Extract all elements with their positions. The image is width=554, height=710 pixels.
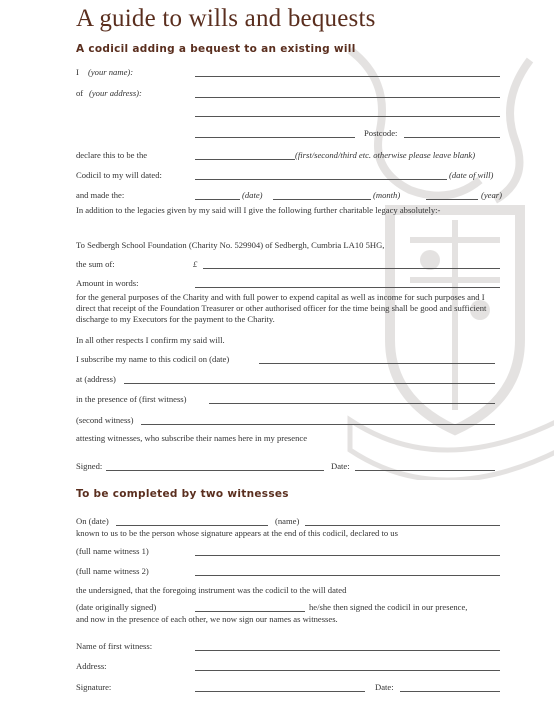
- second-witness-label: (second witness): [76, 415, 134, 425]
- pound-sign: £: [193, 259, 198, 269]
- ordinal-field[interactable]: [195, 159, 295, 160]
- will-date-field[interactable]: [195, 179, 447, 180]
- sum-of-label: the sum of:: [76, 259, 115, 269]
- made-date-field[interactable]: [195, 199, 240, 200]
- subscribe-date-field[interactable]: [259, 363, 495, 364]
- sedbergh-foundation-text: To Sedbergh School Foundation (Charity No. 529904) of Sedbergh, Cumbria LA10 5HG,: [76, 240, 385, 250]
- name-first-witness-field[interactable]: [195, 650, 500, 651]
- codicil-dated-label: Codicil to my will dated:: [76, 170, 162, 180]
- in-addition-text: In addition to the legacies given by my said will I give the following further charitable legacy absolutely:-: [76, 205, 441, 215]
- of-label: of: [76, 88, 84, 98]
- testator-name-field[interactable]: [305, 525, 500, 526]
- address-field-3[interactable]: [195, 137, 355, 138]
- postcode-field[interactable]: [404, 137, 500, 138]
- on-date-label: On (date): [76, 516, 109, 526]
- signed-label: Signed:: [76, 461, 103, 471]
- other-respects-text: In all other respects I confirm my said will.: [76, 335, 225, 345]
- postcode-label: Postcode:: [364, 128, 398, 138]
- your-name-label: (your name):: [88, 67, 134, 77]
- section-heading-witnesses: To be completed by two witnesses: [76, 488, 289, 500]
- address-field-1[interactable]: [195, 97, 500, 98]
- section-heading-codicil: A codicil adding a bequest to an existing will: [76, 43, 356, 55]
- and-now-text: and now in the presence of each other, we now sign our names as witnesses.: [76, 614, 338, 624]
- undersigned-text: the undersigned, that the foregoing instrument was the codicil to the will dated: [76, 585, 347, 595]
- first-witness-label: in the presence of (first witness): [76, 394, 187, 404]
- i-label: I: [76, 67, 79, 77]
- witness-signature-field[interactable]: [195, 691, 365, 692]
- general-purposes-text: for the general purposes of the Charity and with full power to expend capital as well as income for such purposes and I direct that receipt of the Foundation Treasurer or other authorised officer for the time being shall be good and sufficient discharge to my Executors for the payment to the Charity.: [76, 292, 487, 324]
- on-date-field[interactable]: [116, 525, 268, 526]
- signed-date-field[interactable]: [355, 470, 495, 471]
- second-witness-field[interactable]: [141, 424, 495, 425]
- signature-label: Signature:: [76, 682, 112, 692]
- address-label: Address:: [76, 661, 107, 671]
- amount-words-label: Amount in words:: [76, 278, 139, 288]
- date-label-1: Date:: [331, 461, 350, 471]
- page-title: A guide to wills and bequests: [76, 5, 376, 32]
- full-name-2-field[interactable]: [195, 575, 500, 576]
- at-address-field[interactable]: [124, 383, 495, 384]
- month-hint: (month): [373, 190, 401, 200]
- date-label-2: Date:: [375, 682, 394, 692]
- known-text: known to us to be the person whose signature appears at the end of this codicil, declared to us: [76, 528, 398, 538]
- he-she-text: he/she then signed the codicil in our presence,: [309, 602, 468, 612]
- name-label: (name): [275, 516, 300, 526]
- made-year-field[interactable]: [426, 199, 478, 200]
- school-crest-watermark: [330, 40, 554, 480]
- full-name-1-field[interactable]: [195, 555, 500, 556]
- full-name-1-label: (full name witness 1): [76, 546, 149, 556]
- declare-label: declare this to be the: [76, 150, 148, 160]
- signed-field[interactable]: [106, 470, 324, 471]
- subscribe-label: I subscribe my name to this codicil on (date): [76, 354, 230, 364]
- witness-date-field[interactable]: [400, 691, 500, 692]
- full-name-2-label: (full name witness 2): [76, 566, 149, 576]
- attesting-text: attesting witnesses, who subscribe their names here in my presence: [76, 433, 308, 443]
- date-orig-label: (date originally signed): [76, 602, 157, 612]
- first-witness-field[interactable]: [209, 403, 495, 404]
- name-first-witness-label: Name of first witness:: [76, 641, 153, 651]
- made-the-label: and made the:: [76, 190, 125, 200]
- witness-address-field[interactable]: [195, 670, 500, 671]
- date-hint: (date): [242, 190, 263, 200]
- sum-field[interactable]: [203, 268, 500, 269]
- made-month-field[interactable]: [273, 199, 371, 200]
- your-address-label: (your address):: [89, 88, 142, 98]
- amount-words-field[interactable]: [195, 287, 500, 288]
- address-field-2[interactable]: [195, 116, 500, 117]
- date-of-will-hint: (date of will): [449, 170, 494, 180]
- date-orig-field[interactable]: [195, 611, 305, 612]
- at-address-label: at (address): [76, 374, 116, 384]
- ordinal-hint: (first/second/third etc. otherwise please leave blank): [295, 150, 476, 160]
- year-hint: (year): [481, 190, 502, 200]
- your-name-field[interactable]: [195, 76, 500, 77]
